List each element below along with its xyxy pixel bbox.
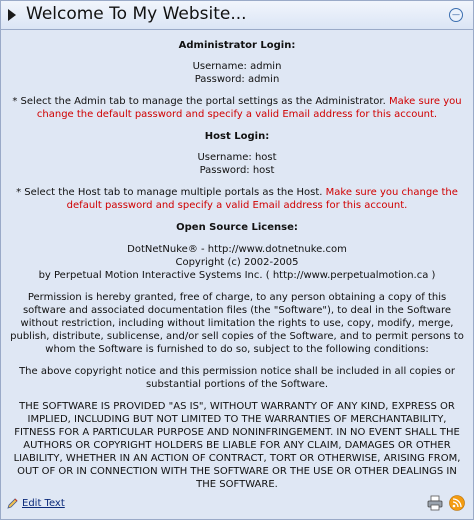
edit-text-link[interactable]: Edit Text — [22, 497, 65, 509]
module-footer — [1, 489, 473, 519]
minimize-icon[interactable]: — — [449, 8, 463, 22]
host-note: * Select the Host tab to manage multiple portals as the Host. — [16, 187, 326, 198]
pencil-icon[interactable] — [7, 497, 19, 509]
module-header — [1, 1, 473, 30]
edit-text-action[interactable] — [7, 497, 65, 509]
host-password: Password: host — [199, 165, 275, 176]
admin-password: Password: admin — [194, 74, 280, 85]
license-copyright: Copyright (c) 2002-2005 — [175, 257, 299, 268]
host-username: Username: host — [197, 152, 277, 163]
license-disclaimer: THE SOFTWARE IS PROVIDED "AS IS", WITHOUT WARRANTY OF ANY KIND, EXPRESS OR IMPLIED, INCLUDING BUT NOT LIMITED TO THE WARRANTIES OF MERCHANTABILITY, FITNESS FOR A PARTICULAR PURPOSE AND NONINFRINGEMENT. IN NO EVENT SHALL THE AUTHORS OR COPYRIGHT HOLDERS BE LIABLE FOR ANY CLAIM, DAMAGES OR OTHER LIABILITY, WHETHER IN AN ACTION OF CONTRACT, TORT OR OTHERWISE, ARISING FROM, OUT OF OR IN CONNECTION WITH THE SOFTWARE OR THE USE OR OTHER DEALINGS IN THE SOFTWARE. — [13, 401, 461, 490]
host-warning: Make sure you change the default password and specify a valid Email address for this account. — [66, 187, 458, 211]
host-note-paragraph — [1, 186, 473, 212]
license-by: by Perpetual Motion Interactive Systems Inc. ( http://www.perpetualmotion.ca ) — [38, 270, 436, 281]
rss-feed-icon[interactable] — [449, 495, 465, 511]
triangle-right-icon[interactable] — [8, 9, 16, 21]
license-product: DotNetNuke® - http://www.dotnetnuke.com — [127, 244, 347, 255]
printer-icon[interactable] — [427, 495, 443, 511]
admin-heading: Administrator Login: — [178, 40, 296, 51]
license-permission: Permission is hereby granted, free of charge, to any person obtaining a copy of this software and associated documentation files (the "Software"), to deal in the Software without restriction, including without limitation the rights to use, copy, modify, merge, publish, distribute, sublicense, and/or sell copies of the Software, and to permit persons to whom the Software is furnished to do so, subject to the following conditions: — [10, 292, 464, 355]
admin-warning: Make sure you change the default password and specify a valid Email address for this account. — [36, 96, 462, 120]
host-heading: Host Login: — [204, 131, 270, 142]
admin-note-paragraph — [1, 95, 473, 121]
admin-username: Username: admin — [192, 61, 282, 72]
license-notice: The above copyright notice and this permission notice shall be included in all copies or substantial portions of the Software. — [19, 366, 455, 390]
license-heading: Open Source License: — [176, 222, 298, 233]
admin-note: * Select the Admin tab to manage the portal settings as the Administrator. — [12, 96, 389, 107]
module-content — [1, 39, 473, 491]
module-title: Welcome To My Website... — [26, 4, 247, 24]
